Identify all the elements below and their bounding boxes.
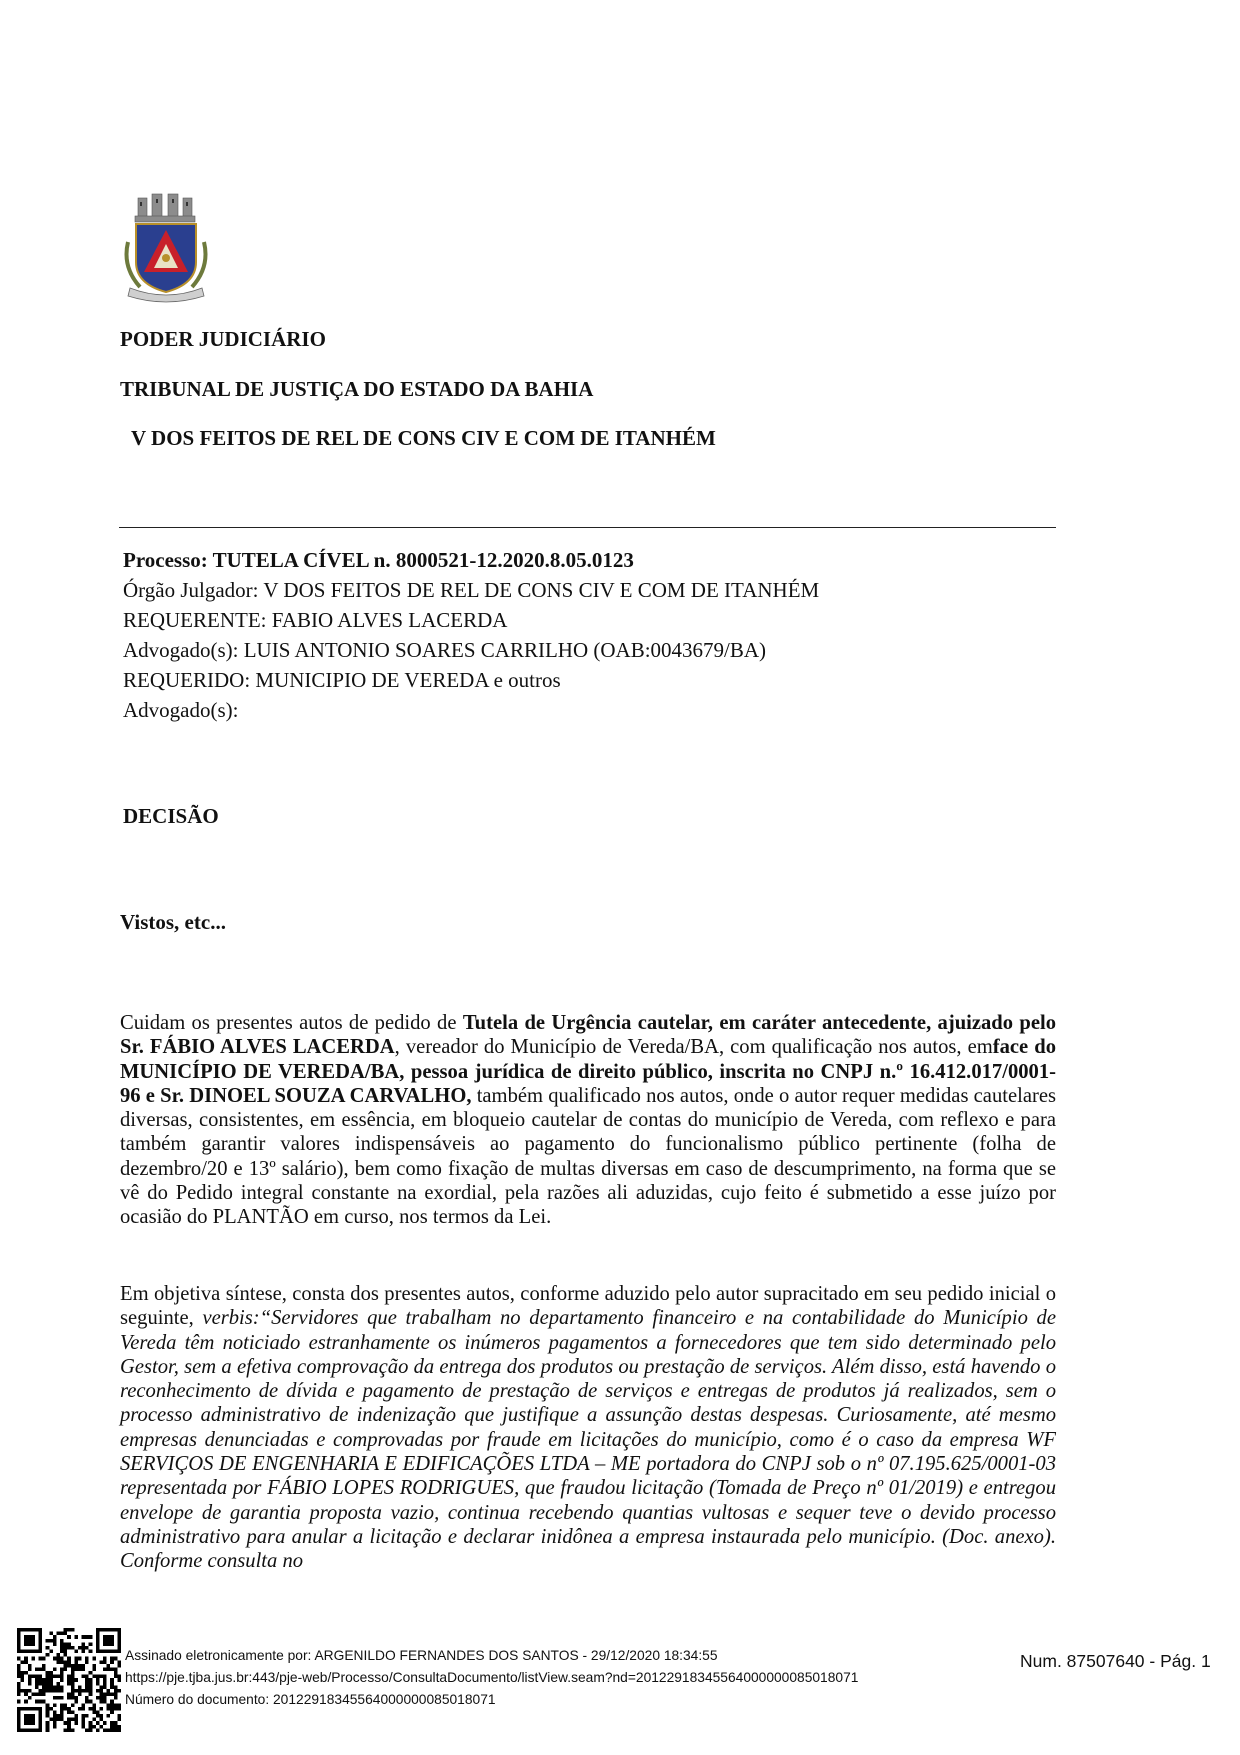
footer-url[interactable]: https://pje.tjba.jus.br:443/pje-web/Processo/ConsultaDocumento/listView.seam?nd=20122918345564000000085018071 [125,1670,859,1685]
case-number: Processo: TUTELA CÍVEL n. 8000521-12.2020.8.05.0123 [123,548,634,572]
footer-document-number: Número do documento: 20122918345564000000085018071 [125,1692,496,1707]
header-divider [119,527,1056,528]
p1-text-2: , vereador do Município de Vereda/BA, com qualificação nos autos, em [394,1036,993,1059]
case-plaintiff-lawyer: Advogado(s): LUIS ANTONIO SOARES CARRILHO (OAB:0043679/BA) [123,638,767,662]
qr-code[interactable] [17,1628,121,1732]
paragraph-2 [120,1282,1056,1574]
case-defendant-lawyer: Advogado(s): [123,698,239,722]
section-title: DECISÃO [123,804,219,828]
p1-bold-1: Tutela de Urgência cautelar, em caráter antecedente, ajuizado pelo Sr. FÁBIO ALVES LACERDA [120,1012,1056,1059]
header-court-name: PODER JUDICIÁRIO [120,327,326,351]
p1-text-1: Cuidam os presentes autos de pedido de [120,1012,463,1034]
coat-of-arms-logo [120,192,212,304]
greeting: Vistos, etc... [120,910,226,934]
page-number: Num. 87507640 - Pág. 1 [1020,1651,1211,1671]
p2-quote: verbis:“Servidores que trabalham no departamento financeiro e na contabilidade do Município de Vereda têm noticiado estranhamente os inúmeros pagamentos a fornecedores que tem sido determinado pelo Gestor, sem a efetiva comprovação da entrega dos produtos ou prestação de serviços. Além disso, está havendo o reconhecimento de dívida e pagamento de prestação de serviços e entregas de produtos já realizados, sem o processo administrativo de indenização que justifique a assunção destas despesas. Curiosamente, até mesmo empresas denunciadas e comprovadas por fraude em licitações do município, como é o caso da empresa WF SERVIÇOS DE ENGENHARIA E EDIFICAÇÕES LTDA – ME portadora do CNPJ sob o nº 07.195.625/0001-03 representada por FÁBIO LOPES RODRIGUES, que fraudou licitação (Tomada de Preço nº 01/2019) e entregou envelope de garantia proposta vazio, continua recebendo quantias vultosas e sequer teve o devido processo administrativo para anular a licitação e declarar inidônea a empresa instaurada pelo município. (Doc. anexo). Conforme consulta no [120,1307,1056,1573]
header-tribunal: TRIBUNAL DE JUSTIÇA DO ESTADO DA BAHIA [120,377,594,401]
footer-signature: Assinado eletronicamente por: ARGENILDO FERNANDES DOS SANTOS - 29/12/2020 18:34:55 [125,1648,718,1663]
case-plaintiff: REQUERENTE: FABIO ALVES LACERDA [123,608,508,632]
header-jurisdiction: V DOS FEITOS DE REL DE CONS CIV E COM DE ITANHÉM [131,426,716,450]
case-court: Órgão Julgador: V DOS FEITOS DE REL DE CONS CIV E COM DE ITANHÉM [123,578,820,602]
p1-text-3: também qualificado nos autos, onde o autor requer medidas cautelares diversas, consistentes, em essência, em bloqueio cautelar de contas do município de Vereda, com reflexo e para também garantir valores indispensáveis ao pagamento do funcionalismo público pertinente (folha de dezembro/20 e 13º salário), bem como fixação de multas diversas em caso de descumprimento, na forma que se vê do Pedido integral constante na exordial, pela razões ali aduzidas, cujo feito é submetido a esse juízo por ocasião do PLANTÃO em curso, nos termos da Lei. [120,1084,1056,1229]
case-defendant: REQUERIDO: MUNICIPIO DE VEREDA e outros [123,668,561,692]
paragraph-1 [120,1011,1056,1230]
p1-bold-2: face do MUNICÍPIO DE VEREDA/BA, pessoa jurídica de direito público, inscrita no CNPJ n.º 16.412.017/0001-96 e Sr. DINOEL SOUZA CARVALHO, [120,1036,1056,1107]
p2-text-1: Em objetiva síntese, consta dos presentes autos, conforme aduzido pelo autor supracitado em seu pedido inicial o seguinte, [120,1283,1056,1330]
